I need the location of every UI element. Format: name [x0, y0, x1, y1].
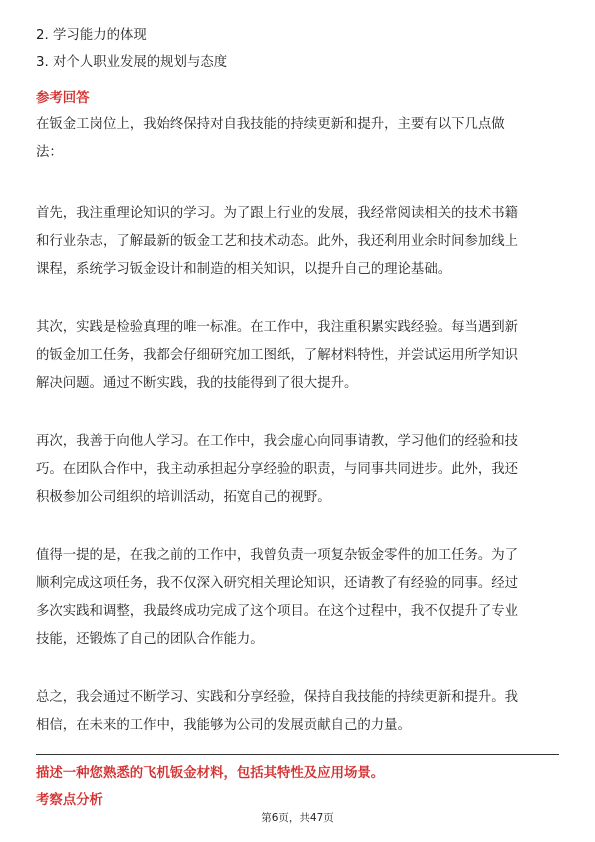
- next-question: 描述一种您熟悉的飞机钣金材料，包括其特性及应用场景。: [36, 766, 385, 781]
- paragraph-line: 法：: [36, 145, 63, 160]
- answer-heading: 参考回答: [36, 91, 90, 106]
- paragraph-line: 课程，系统学习钣金设计和制造的相关知识，以提升自己的理论基础。: [36, 262, 452, 277]
- paragraph-line: 解决问题。通过不断实践，我的技能得到了很大提升。: [36, 376, 358, 391]
- paragraph-line: 值得一提的是，在我之前的工作中，我曾负责一项复杂钣金零件的加工任务。为了: [36, 548, 519, 563]
- section-divider: [36, 754, 559, 755]
- analysis-heading: 考察点分析: [36, 793, 103, 808]
- paragraph-line: 相信，在未来的工作中，我能够为公司的发展贡献自己的力量。: [36, 718, 411, 733]
- paragraph-line: 的钣金加工任务，我都会仔细研究加工图纸，了解材料特性，并尝试运用所学知识: [36, 348, 519, 363]
- paragraph-line: 顺利完成这项任务，我不仅深入研究相关理论知识，还请教了有经验的同事。经过: [36, 576, 519, 591]
- paragraph-line: 总之，我会通过不断学习、实践和分享经验，保持自我技能的持续更新和提升。我: [36, 690, 519, 705]
- paragraph-line: 多次实践和调整，我最终成功完成了这个项目。在这个过程中，我不仅提升了专业: [36, 604, 519, 619]
- paragraph-line: 和行业杂志，了解最新的钣金工艺和技术动态。此外，我还利用业余时间参加线上: [36, 234, 519, 249]
- paragraph-line: 首先，我注重理论知识的学习。为了跟上行业的发展，我经常阅读相关的技术书籍: [36, 206, 519, 221]
- paragraph-line: 再次，我善于向他人学习。在工作中，我会虚心向同事请教，学习他们的经验和技: [36, 434, 519, 449]
- paragraph-line: 巧。在团队合作中，我主动承担起分享经验的职责，与同事共同进步。此外，我还: [36, 462, 519, 477]
- paragraph-line: 在钣金工岗位上，我始终保持对自我技能的持续更新和提升，主要有以下几点做: [36, 117, 505, 132]
- list-item-career-planning: 3. 对个人职业发展的规划与态度: [36, 55, 228, 70]
- page-number-footer: 第6页，共47页: [261, 812, 334, 824]
- list-item-learning-ability: 2. 学习能力的体现: [36, 28, 147, 43]
- paragraph-line: 积极参加公司组织的培训活动，拓宽自己的视野。: [36, 490, 331, 505]
- paragraph-line: 其次，实践是检验真理的唯一标准。在工作中，我注重积累实践经验。每当遇到新: [36, 320, 519, 335]
- paragraph-line: 技能，还锻炼了自己的团队合作能力。: [36, 632, 264, 647]
